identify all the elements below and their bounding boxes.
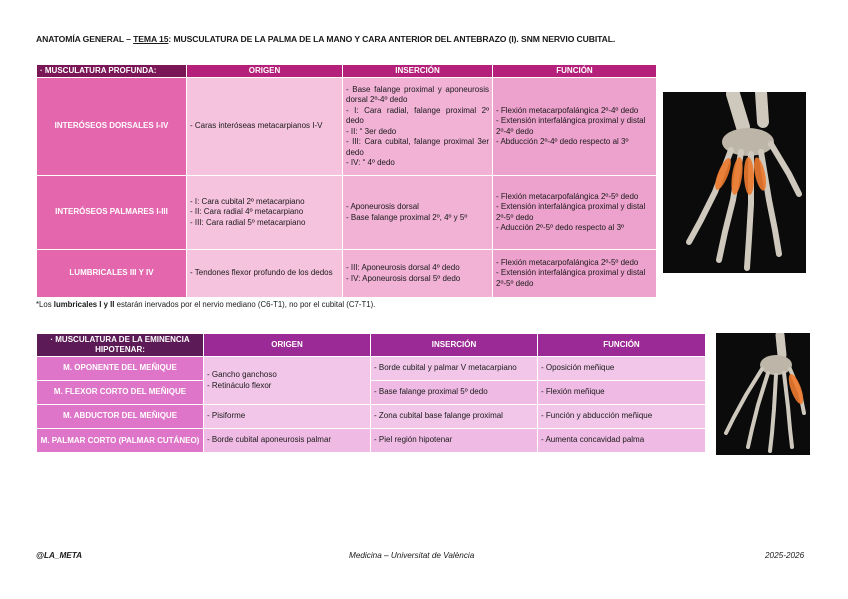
insercion-line: - I: Cara radial, falange proximal 2º dedo bbox=[346, 105, 489, 125]
insercion-cell: - Base falange proximal 5º dedo bbox=[371, 381, 538, 405]
origen-line: - Retináculo flexor bbox=[207, 380, 272, 390]
funcion-line: - Flexión metacarpofalángica 2º-4º dedo bbox=[496, 105, 639, 115]
funcion-cell bbox=[493, 78, 657, 176]
origen-line: - III: Cara radial 5º metacarpiano bbox=[190, 217, 306, 227]
hypothenar-muscles-table bbox=[36, 333, 706, 453]
muscle-name: LUMBRICALES III Y IV bbox=[37, 250, 187, 298]
muscle-name: M. ABDUCTOR DEL MEÑIQUE bbox=[37, 405, 204, 429]
footer-year: 2025-2026 bbox=[765, 551, 805, 560]
funcion-cell: - Función y abducción meñique bbox=[538, 405, 706, 429]
origen-cell: - Tendones flexor profundo de los dedos bbox=[187, 250, 343, 298]
hand-skeleton-image-dorsal bbox=[663, 92, 806, 273]
insercion-line: - Aponeurosis dorsal bbox=[346, 202, 419, 211]
muscle-name: M. PALMAR CORTO (PALMAR CUTÁNEO) bbox=[37, 429, 204, 453]
header-funcion: FUNCIÓN bbox=[493, 65, 657, 78]
header-insercion: INSERCIÓN bbox=[371, 334, 538, 357]
funcion-cell bbox=[493, 250, 657, 298]
footnote-a: *Los bbox=[36, 300, 54, 309]
header-insercion: INSERCIÓN bbox=[343, 65, 493, 78]
origen-line: - Gancho ganchoso bbox=[207, 370, 277, 379]
insercion-line: - Base falange proximal y aponeurosis dorsal 2º-4º dedo bbox=[346, 84, 489, 104]
hand-bones-illustration bbox=[663, 92, 806, 273]
origen-cell bbox=[187, 176, 343, 250]
table-row bbox=[37, 381, 706, 405]
deep-muscles-table bbox=[36, 64, 657, 298]
hand-skeleton-image-hypothenar bbox=[716, 333, 810, 455]
funcion-line: - Aducción 2º-5º dedo respecto al 3º bbox=[496, 223, 624, 232]
insercion-cell: - Piel región hipotenar bbox=[371, 429, 538, 453]
table-header-row bbox=[37, 334, 706, 357]
funcion-cell: - Oposición meñique bbox=[538, 357, 706, 381]
insercion-line: - IV: “ 4º dedo bbox=[346, 158, 395, 167]
funcion-line: - Flexión metacarpofalángica 2º-5º dedo bbox=[496, 257, 639, 267]
hand-bones-illustration-small bbox=[716, 333, 810, 455]
title-rest: : MUSCULATURA DE LA PALMA DE LA MANO Y CARA ANTERIOR DEL ANTEBRAZO (I). SNM NERVIO CUBITAL. bbox=[168, 34, 616, 44]
funcion-line: - Flexión metacarpofalángica 2º-5º dedo bbox=[496, 191, 639, 201]
origen-cell: - Caras interóseas metacarpianos I-V bbox=[187, 78, 343, 176]
muscle-name: M. FLEXOR CORTO DEL MEÑIQUE bbox=[37, 381, 204, 405]
header-origen: ORIGEN bbox=[187, 65, 343, 78]
insercion-line: - IV: Aponeurosis dorsal 5º dedo bbox=[346, 273, 461, 283]
table-row bbox=[37, 78, 657, 176]
insercion-cell: - Zona cubital base falange proximal bbox=[371, 405, 538, 429]
insercion-line: - III: Cara cubital, falange proximal 3er dedo bbox=[346, 137, 489, 157]
origen-line: - I: Cara cubital 2º metacarpiano bbox=[190, 196, 305, 206]
origen-cell-shared bbox=[204, 357, 371, 405]
funcion-line: - Extensión interfalángica proximal y distal 2º-4º dedo bbox=[496, 116, 646, 136]
insercion-cell bbox=[343, 78, 493, 176]
insercion-cell bbox=[343, 250, 493, 298]
insercion-cell: - Borde cubital y palmar V metacarpiano bbox=[371, 357, 538, 381]
origen-cell: - Pisiforme bbox=[204, 405, 371, 429]
funcion-line: - Extensión interfalángica proximal y distal 2º-5º dedo bbox=[496, 202, 646, 222]
insercion-line: - III: Aponeurosis dorsal 4º dedo bbox=[346, 263, 460, 272]
origen-line: - II: Cara radial 4º metacarpiano bbox=[190, 207, 304, 217]
table-row bbox=[37, 405, 706, 429]
footer-institution: Medicina – Universitat de València bbox=[349, 551, 475, 560]
title-prefix: ANATOMÍA GENERAL – bbox=[36, 34, 134, 44]
header-origen: ORIGEN bbox=[204, 334, 371, 357]
table-header-row bbox=[37, 65, 657, 78]
muscle-name: M. OPONENTE DEL MEÑIQUE bbox=[37, 357, 204, 381]
funcion-cell: - Flexión meñique bbox=[538, 381, 706, 405]
funcion-cell: - Aumenta concavidad palma bbox=[538, 429, 706, 453]
footer-author: @LA_META bbox=[36, 551, 83, 560]
table-row bbox=[37, 250, 657, 298]
insercion-line: - Base falange proximal 2º, 4º y 5º bbox=[346, 212, 468, 222]
muscle-name: INTERÓSEOS PALMARES I-III bbox=[37, 176, 187, 250]
title-tema: TEMA 15 bbox=[133, 34, 169, 44]
muscle-name: INTERÓSEOS DORSALES I-IV bbox=[37, 78, 187, 176]
table-row bbox=[37, 357, 706, 381]
insercion-line: - II: “ 3er dedo bbox=[346, 126, 397, 136]
funcion-cell bbox=[493, 176, 657, 250]
table-row bbox=[37, 176, 657, 250]
header-musculatura-profunda: · MUSCULATURA PROFUNDA: bbox=[37, 65, 187, 78]
footnote bbox=[36, 300, 375, 309]
footnote-c: estarán inervados por el nervio mediano (C6-T1), no por el cubital (C7-T1). bbox=[114, 300, 376, 309]
footnote-b: lumbricales I y II bbox=[53, 300, 115, 309]
header-musculatura-hipotenar: · MUSCULATURA DE LA EMINENCIA HIPOTENAR: bbox=[37, 334, 204, 357]
header-funcion: FUNCIÓN bbox=[538, 334, 706, 357]
origen-cell: - Borde cubital aponeurosis palmar bbox=[204, 429, 371, 453]
funcion-line: - Extensión interfalángica proximal y distal 2º-5º dedo bbox=[496, 268, 646, 288]
table-row bbox=[37, 429, 706, 453]
insercion-cell bbox=[343, 176, 493, 250]
page-title bbox=[36, 34, 615, 44]
funcion-line: - Abducción 2º-4º dedo respecto al 3º bbox=[496, 137, 629, 146]
